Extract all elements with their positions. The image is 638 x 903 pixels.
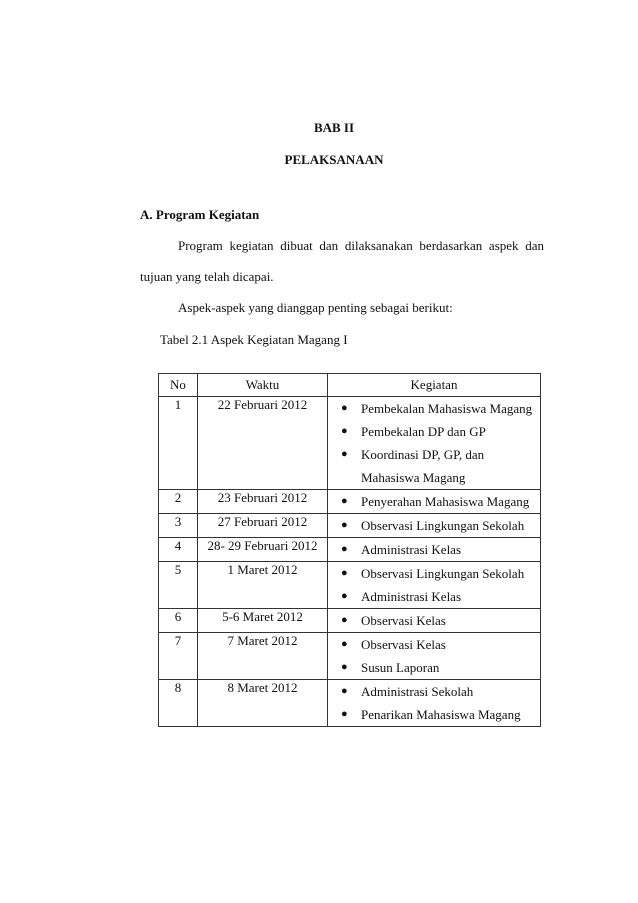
bullet-icon: ●	[341, 614, 348, 626]
row-date: 5-6 Maret 2012	[198, 609, 328, 633]
activity-item	[328, 490, 540, 513]
row-activities	[328, 397, 541, 490]
row-number: 2	[159, 490, 198, 514]
table-caption: Tabel 2.1 Aspek Kegiatan Magang I	[160, 332, 348, 347]
activity-item	[328, 703, 540, 726]
activity-text: Observasi Lingkungan Sekolah	[361, 518, 525, 533]
activity-item	[328, 633, 540, 656]
activity-list	[328, 680, 540, 726]
table-row	[159, 538, 541, 562]
activity-list	[328, 397, 540, 489]
row-date: 1 Maret 2012	[198, 562, 328, 609]
row-date: 7 Maret 2012	[198, 633, 328, 680]
activity-list	[328, 609, 540, 632]
activity-text: Koordinasi DP, GP, dan Mahasiswa Magang	[361, 447, 485, 485]
row-activities	[328, 680, 541, 727]
table-header-row	[159, 374, 541, 397]
activity-item	[328, 609, 540, 632]
row-date: 28- 29 Februari 2012	[198, 538, 328, 562]
activity-table	[158, 373, 541, 727]
activity-text: Penyerahan Mahasiswa Magang	[361, 494, 530, 509]
row-date: 22 Februari 2012	[198, 397, 328, 490]
row-activities	[328, 562, 541, 609]
activity-list	[328, 562, 540, 608]
section-heading: A. Program Kegiatan	[140, 207, 260, 222]
row-date: 8 Maret 2012	[198, 680, 328, 727]
chapter-title: PELAKSANAAN	[284, 152, 384, 167]
row-number: 5	[159, 562, 198, 609]
bullet-icon: ●	[341, 495, 348, 507]
bullet-icon: ●	[341, 425, 348, 437]
activity-item	[328, 538, 540, 561]
activity-item	[328, 562, 540, 585]
row-number: 4	[159, 538, 198, 562]
row-activities	[328, 633, 541, 680]
bullet-icon: ●	[341, 638, 348, 650]
activity-list	[328, 514, 540, 537]
bullet-icon: ●	[341, 708, 348, 720]
activity-item	[328, 680, 540, 703]
activity-text: Penarikan Mahasiswa Magang	[361, 707, 521, 722]
row-date: 23 Februari 2012	[198, 490, 328, 514]
table-row	[159, 633, 541, 680]
row-number: 3	[159, 514, 198, 538]
bullet-icon: ●	[341, 519, 348, 531]
activity-text: Observasi Kelas	[361, 613, 446, 628]
header-no: No	[159, 374, 198, 397]
row-number: 8	[159, 680, 198, 727]
row-activities	[328, 514, 541, 538]
table-row	[159, 609, 541, 633]
bullet-icon: ●	[341, 685, 348, 697]
activity-text: Pembekalan Mahasiswa Magang	[361, 401, 533, 416]
activity-text: Observasi Lingkungan Sekolah	[361, 566, 525, 581]
table-row	[159, 490, 541, 514]
activity-list	[328, 538, 540, 561]
activity-text: Observasi Kelas	[361, 637, 446, 652]
row-date: 27 Februari 2012	[198, 514, 328, 538]
chapter-number: BAB II	[313, 120, 355, 135]
bullet-icon: ●	[341, 590, 348, 602]
row-activities	[328, 490, 541, 514]
table-row	[159, 514, 541, 538]
bullet-icon: ●	[341, 661, 348, 673]
table-row	[159, 562, 541, 609]
bullet-icon: ●	[341, 567, 348, 579]
row-number: 7	[159, 633, 198, 680]
bullet-icon: ●	[341, 402, 348, 414]
bullet-icon: ●	[341, 543, 348, 555]
activity-text: Administrasi Sekolah	[361, 684, 474, 699]
activity-item	[328, 585, 540, 608]
paragraph-2: Aspek-aspek yang dianggap penting sebagai berikut:	[178, 300, 453, 315]
row-number: 6	[159, 609, 198, 633]
header-waktu: Waktu	[198, 374, 328, 397]
activity-item	[328, 443, 540, 489]
table-row	[159, 680, 541, 727]
activity-text: Susun Laporan	[361, 660, 440, 675]
table-row	[159, 397, 541, 490]
activity-text: Pembekalan DP dan GP	[361, 424, 486, 439]
row-activities	[328, 538, 541, 562]
activity-list	[328, 633, 540, 679]
table-body	[159, 397, 541, 727]
row-number: 1	[159, 397, 198, 490]
activity-list	[328, 490, 540, 513]
activity-item	[328, 420, 540, 443]
paragraph-1-line-1: Program kegiatan dibuat dan dilaksanakan berdasarkan aspek dan	[178, 238, 544, 253]
activity-item	[328, 656, 540, 679]
header-kegiatan: Kegiatan	[328, 374, 541, 397]
row-activities	[328, 609, 541, 633]
bullet-icon: ●	[341, 448, 348, 460]
activity-item	[328, 397, 540, 420]
activity-text: Administrasi Kelas	[361, 542, 462, 557]
activity-text: Administrasi Kelas	[361, 589, 462, 604]
activity-item	[328, 514, 540, 537]
paragraph-1-line-2: tujuan yang telah dicapai.	[140, 269, 274, 284]
